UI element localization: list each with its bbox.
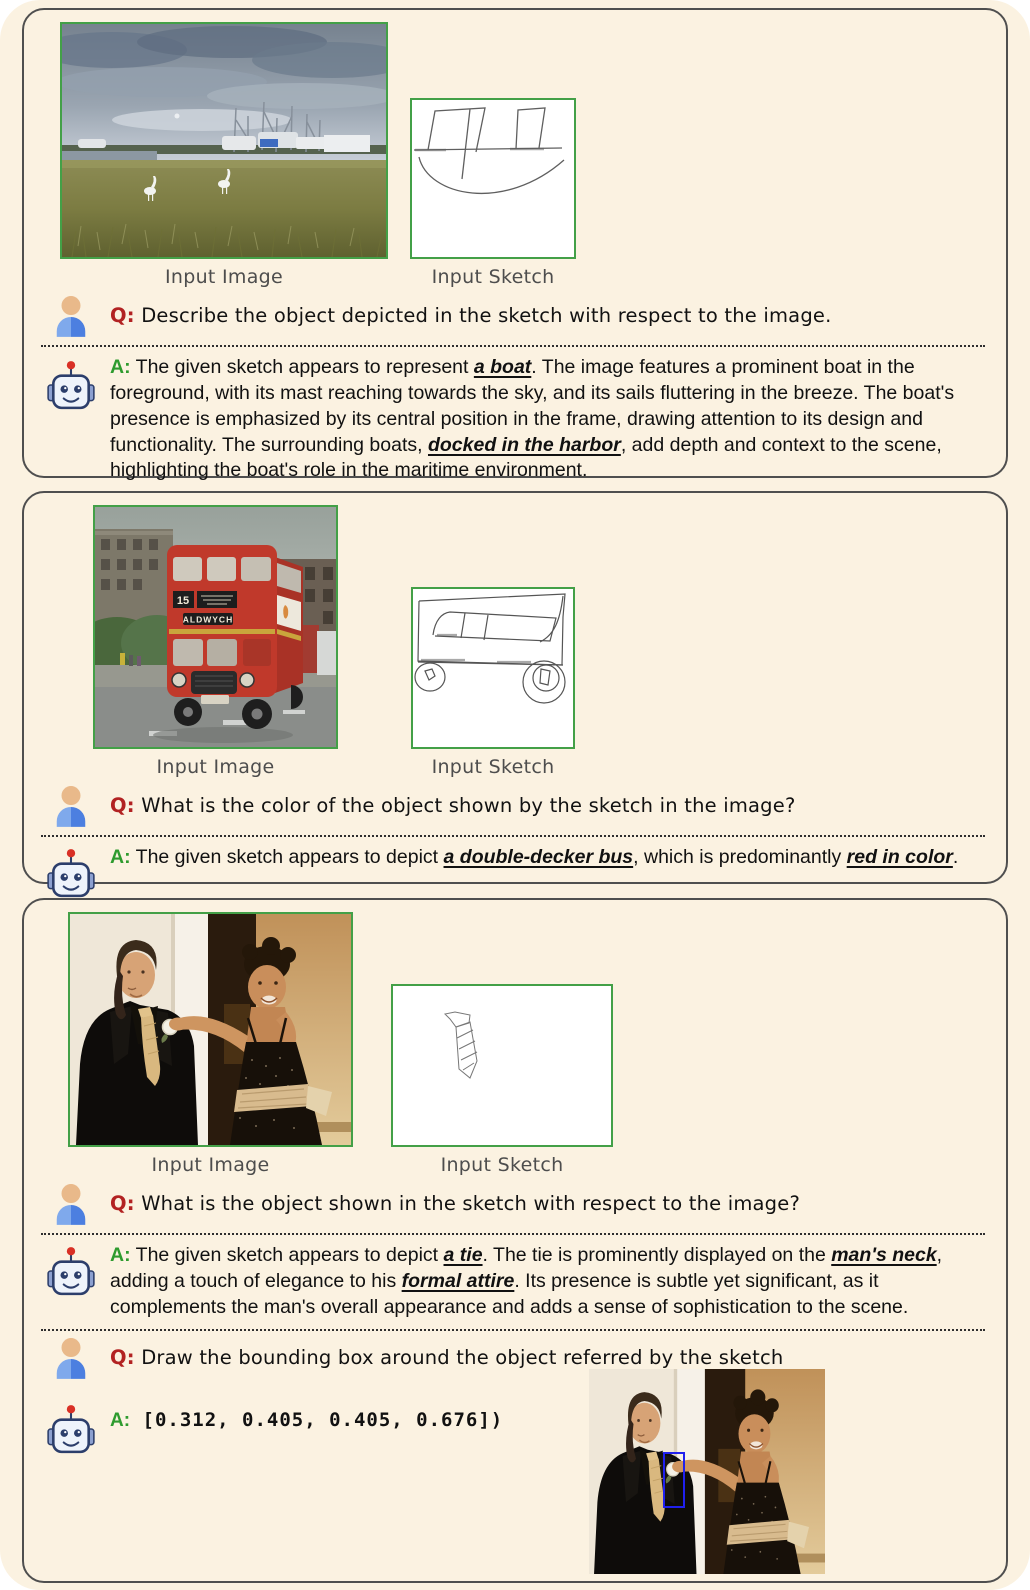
input-image-figure xyxy=(68,912,353,1177)
a-prefix: A: xyxy=(110,355,131,378)
question-text: Q: What is the color of the object shown by the sketch in the image? xyxy=(110,793,796,817)
user-avatar xyxy=(40,295,102,337)
input-image-figure xyxy=(60,22,388,289)
robot-avatar xyxy=(40,843,102,899)
bus-photo-art xyxy=(95,507,336,747)
input-sketch-figure xyxy=(410,98,576,289)
tie-photo-with-bbox xyxy=(589,1369,825,1574)
bbox-answer-text: A: [0.312, 0.405, 0.405, 0.676]) xyxy=(110,1408,504,1431)
robot-avatar xyxy=(40,1393,102,1455)
predicted-bounding-box xyxy=(663,1452,685,1508)
bbox-result-photo xyxy=(589,1369,825,1574)
media-row xyxy=(40,22,986,289)
answer-text: A: The given sketch appears to depict a tie. The tie is prominently displayed on the man's neck, adding a touch of elegance to his formal attire. Its presence is subtle yet significant, as it complements the man's overall appearance and adds a sense of sophistication to the scene. xyxy=(110,1243,943,1318)
question-row xyxy=(40,1183,986,1225)
answer-text: A: The given sketch appears to represent a boat. The image features a prominent boat in the foreground, with its mast reaching towards the sky, and its sails fluttering in the breeze. The boat's presence is emphasized by its central position in the frame, drawing attention to its design and functionality. The surrounding boats, docked in the harbor, add depth and context to the scene, highlighting the boat's role in the maritime environment. xyxy=(110,355,955,482)
question-row xyxy=(40,785,986,827)
input-sketch-label: Input Sketch xyxy=(431,756,555,778)
q-prefix: Q: xyxy=(110,1345,135,1369)
dashed-divider xyxy=(41,1329,985,1331)
user-avatar xyxy=(40,785,102,827)
boat-sketch xyxy=(410,98,576,259)
answer-row xyxy=(40,1241,986,1321)
robot-avatar xyxy=(40,353,102,411)
person-bust-icon xyxy=(52,1337,90,1379)
q-prefix: Q: xyxy=(110,793,135,817)
tie-sketch-art xyxy=(393,986,611,1145)
person-bust-icon xyxy=(52,785,90,827)
input-image-figure xyxy=(93,505,338,779)
input-sketch-figure xyxy=(411,587,575,779)
robot-face-icon xyxy=(47,359,95,411)
robot-face-icon xyxy=(47,1403,95,1455)
tie-photo xyxy=(68,912,353,1147)
input-image-label: Input Image xyxy=(151,1154,270,1176)
panel-bus-example xyxy=(22,491,1008,884)
dashed-divider xyxy=(41,1233,985,1235)
answer-row-bbox xyxy=(40,1393,986,1455)
panel-tie-example xyxy=(22,898,1008,1583)
a-prefix: A: xyxy=(110,845,131,868)
question-text: Q: Draw the bounding box around the object referred by the sketch xyxy=(110,1345,784,1369)
harbor-photo xyxy=(60,22,388,259)
panel-boat-example xyxy=(22,8,1008,482)
media-row xyxy=(40,912,986,1177)
input-image-label: Input Image xyxy=(156,756,275,778)
robot-face-icon xyxy=(47,1245,95,1297)
tie-photo-art xyxy=(70,914,351,1145)
question-row xyxy=(40,1337,986,1379)
person-bust-icon xyxy=(52,1183,90,1225)
answer-row xyxy=(40,843,986,899)
bus-destination-sign: ALDWYCH xyxy=(182,614,234,625)
input-sketch-figure xyxy=(391,984,613,1177)
user-avatar xyxy=(40,1337,102,1379)
input-sketch-label: Input Sketch xyxy=(440,1154,564,1176)
question-text: Q: Describe the object depicted in the sketch with respect to the image. xyxy=(110,303,832,327)
dashed-divider xyxy=(41,345,985,347)
boat-sketch-art xyxy=(412,100,574,257)
bus-sketch-art xyxy=(413,589,573,747)
q-prefix: Q: xyxy=(110,1191,135,1215)
dashed-divider xyxy=(41,835,985,837)
answer-text: A: The given sketch appears to depict a double-decker bus, which is predominantly red in color. xyxy=(110,845,959,868)
bus-route-number: 15 xyxy=(176,595,190,607)
input-sketch-label: Input Sketch xyxy=(431,266,555,288)
bus-photo xyxy=(93,505,338,749)
question-text: Q: What is the object shown in the sketch with respect to the image? xyxy=(110,1191,801,1215)
a-prefix: A: xyxy=(110,1243,131,1266)
q-prefix: Q: xyxy=(110,303,135,327)
robot-face-icon xyxy=(47,847,95,899)
media-row xyxy=(40,505,986,779)
tie-sketch xyxy=(391,984,613,1147)
input-image-label: Input Image xyxy=(164,266,284,288)
bus-sketch xyxy=(411,587,575,749)
answer-row xyxy=(40,353,986,485)
person-bust-icon xyxy=(52,295,90,337)
harbor-photo-art xyxy=(62,24,386,257)
user-avatar xyxy=(40,1183,102,1225)
a-prefix: A: xyxy=(110,1409,131,1431)
question-row xyxy=(40,295,986,337)
robot-avatar xyxy=(40,1241,102,1297)
